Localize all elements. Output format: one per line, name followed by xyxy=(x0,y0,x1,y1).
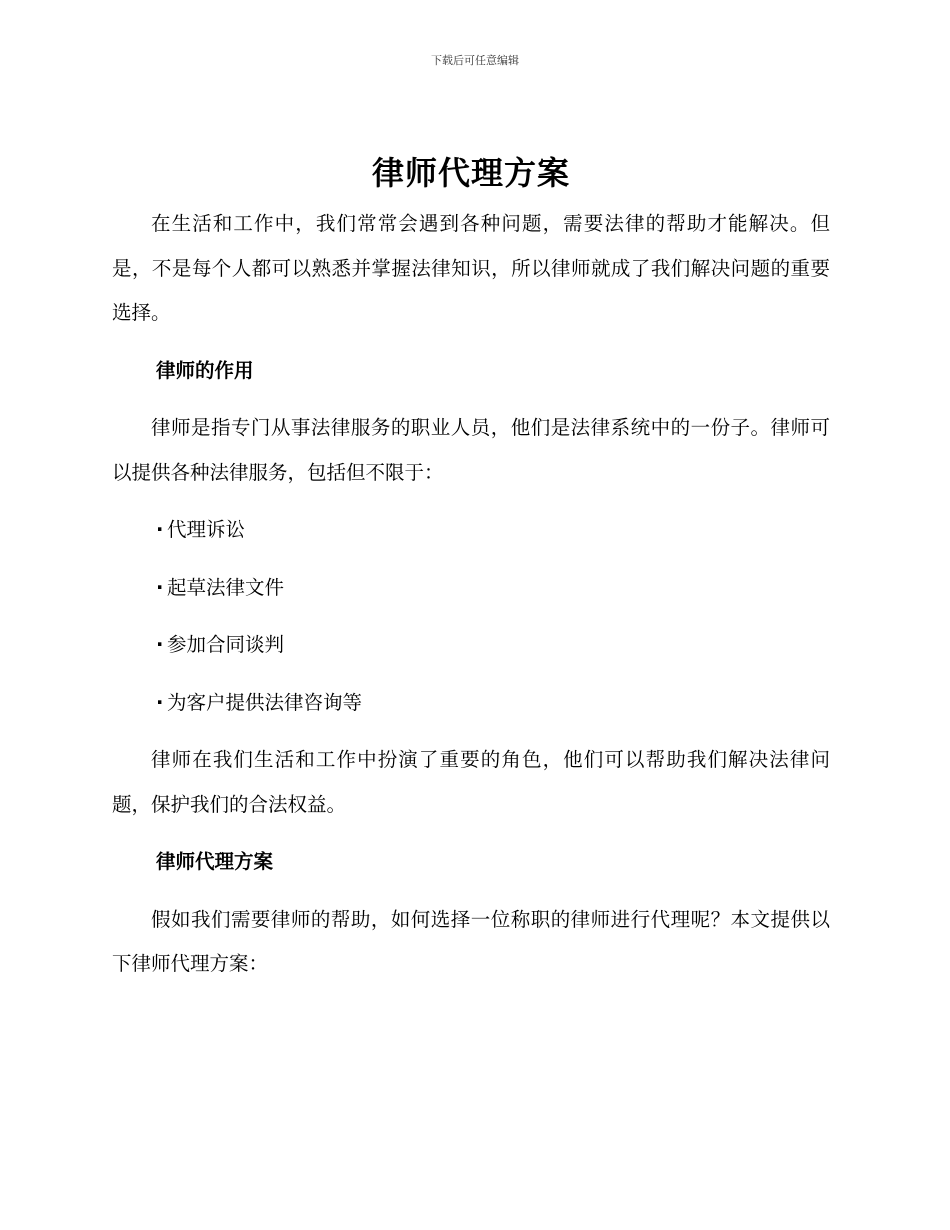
list-item xyxy=(112,681,830,726)
section-heading-role: 律师的作用 xyxy=(156,358,254,382)
document-body xyxy=(112,152,830,987)
list-item xyxy=(112,566,830,611)
header-note: 下载后可任意编辑 xyxy=(431,54,519,67)
document-title: 律师代理方案 xyxy=(371,154,570,192)
section-heading-plan: 律师代理方案 xyxy=(156,850,274,873)
bullet-icon: · xyxy=(156,633,164,656)
role-paragraph: 律师是指专门从事法律服务的职业人员，他们是法律系统中的一份子。律师可以提供各种法律服务，包括但不限于： xyxy=(112,416,830,484)
bullet-icon: · xyxy=(156,575,164,599)
plan-paragraph: 假如我们需要律师的帮助，如何选择一位称职的律师进行代理呢？本文提供以下律师代理方案： xyxy=(112,907,830,975)
intro-paragraph: 在生活和工作中，我们常常会遇到各种问题，需要法律的帮助才能解决。但是，不是每个人都可以熟悉并掌握法律知识，所以律师就成了我们解决问题的重要选择。 xyxy=(112,212,830,324)
role-summary-paragraph: 律师在我们生活和工作中扮演了重要的角色，他们可以帮助我们解决法律问题，保护我们的合法权益。 xyxy=(112,748,830,816)
list-item-text: 为客户提供法律咨询等 xyxy=(167,690,363,714)
list-item-text: 起草法律文件 xyxy=(167,575,285,599)
services-list xyxy=(112,508,830,725)
list-item-text: 参加合同谈判 xyxy=(167,633,285,656)
list-item-text: 代理诉讼 xyxy=(167,518,246,541)
list-item xyxy=(112,623,830,668)
bullet-icon: · xyxy=(156,690,164,714)
list-item xyxy=(112,508,830,553)
bullet-icon: · xyxy=(156,518,164,541)
